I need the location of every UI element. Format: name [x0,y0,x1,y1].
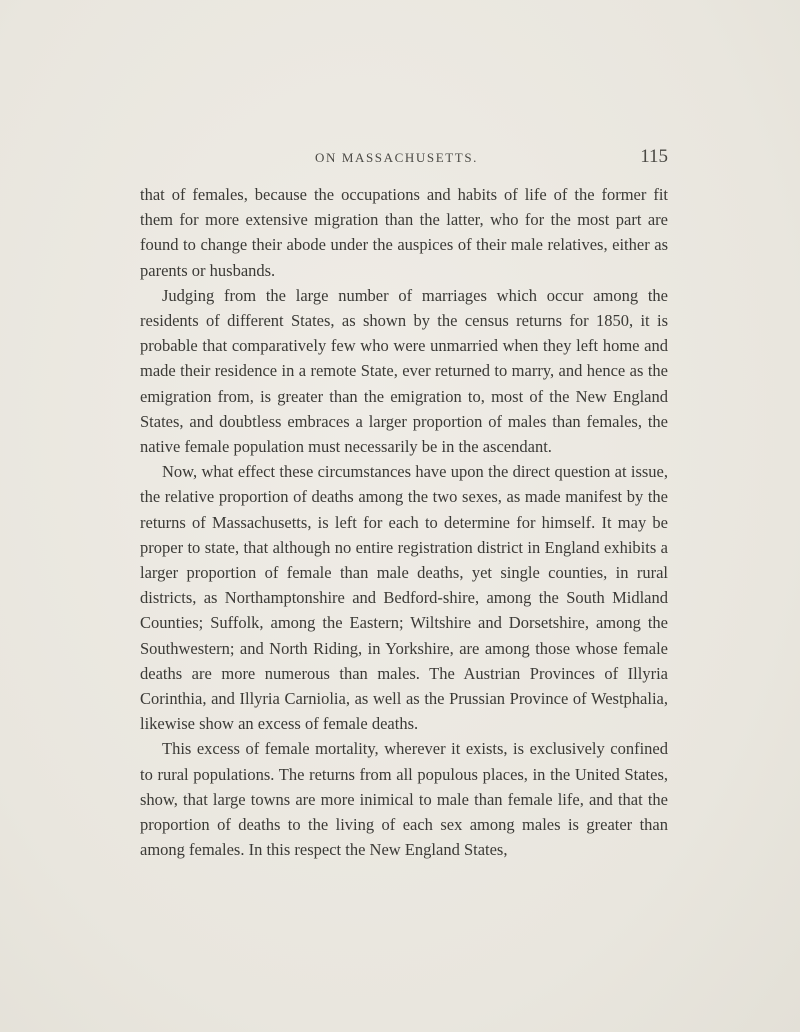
running-head [140,148,668,172]
paragraph-female-mortality: This excess of female mortality, wherever it exists, is exclusively confined to rural populations. The returns from all populous places, in the United States, show, that large towns are more inimical to male than female life, and that the proportion of deaths to the living of each sex among males is greater than among females. In this respect the New England States, [140,739,668,860]
paragraph-relative-deaths: Now, what effect these circumstances have upon the direct question at issue, the relative proportion of deaths among the two sexes, as made manifest by the returns of Massachusetts, is left for each to determine for himself. It may be proper to state, that although no entire registration district in England exhibits a larger proportion of female than male deaths, yet single counties, in rural districts, as Northamptonshire and Bedford-shire, among the South Midland Counties; Suffolk, among the Eastern; Wiltshire and Dorsetshire, among the Southwestern; and North Riding, in Yorkshire, are among those whose female deaths are more numerous than males. The Austrian Provinces of Illyria Corinthia, and Illyria Carniolia, as well as the Prussian Province of Westphalia, likewise show an excess of female deaths. [140,462,668,734]
paragraph-marriages: Judging from the large number of marriages which occur among the residents of different States, as shown by the census returns for 1850, it is probable that comparatively few who were unmarried when they left home and made their residence in a remote State, ever returned to marry, and hence as the emigration from, is greater than the emigration to, most of the New England States, and doubtless embraces a larger proportion of males than females, the native female population must necessarily be in the ascendant. [140,285,668,457]
page-number: 115 [640,146,668,167]
body-text [140,182,668,862]
paragraph-continuation: that of females, because the occupations and habits of life of the former fit them for more extensive migration than the latter, who for the most part are found to change their abode under the auspices of their male relatives, either as parents or husbands. [140,185,668,280]
running-head-title: ON MASSACHUSETTS. [315,150,479,165]
